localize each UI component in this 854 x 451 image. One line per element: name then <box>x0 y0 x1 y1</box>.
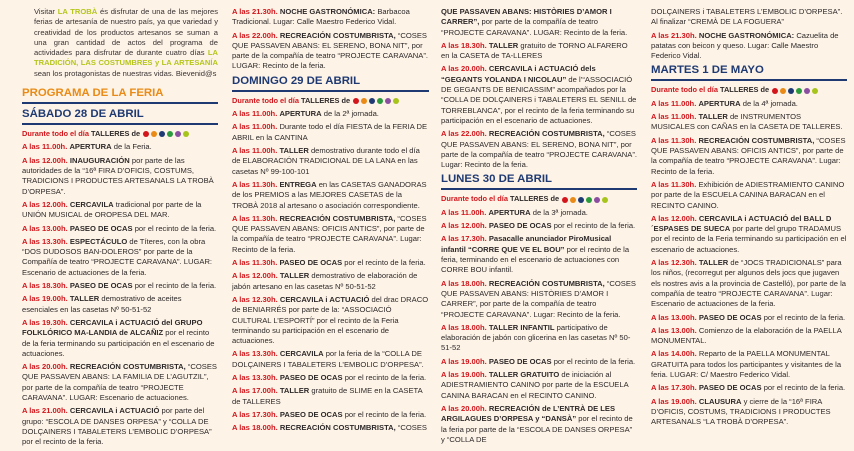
event-title: RECREACIÓN COSTUMBRISTA, <box>69 362 186 372</box>
event-title: TALLER <box>488 40 519 50</box>
event-time: A las 18.00h. <box>232 423 278 433</box>
event-time: A las 12.00h. <box>22 155 68 165</box>
column-body <box>651 7 847 428</box>
event-title: TALLER INFANTIL <box>488 322 555 332</box>
event-item <box>232 180 429 211</box>
event-time: A las 11.30h. <box>651 179 697 189</box>
event-time: A las 11.00h. <box>651 112 697 122</box>
event-title: APERTURA <box>488 207 531 217</box>
color-dot-icon <box>393 98 399 104</box>
color-dot-icon <box>361 98 367 104</box>
all-day-talleres: TALLERES de <box>510 194 560 204</box>
event-item <box>22 237 218 278</box>
event-time: A las 12.00h. <box>441 221 487 231</box>
color-dot-icon <box>594 197 600 203</box>
event-time: A las 18.30h. <box>441 40 487 50</box>
event-item <box>22 224 218 234</box>
event-title: Pasacalle anunciador PiroMusical infantil “CORRE QUE VE EL BOU” <box>441 234 612 254</box>
event-time: A las 17.30h. <box>441 234 487 244</box>
event-title: PASEO DE OCAS <box>279 409 343 419</box>
day-heading: LUNES 30 DE ABRIL <box>441 173 637 190</box>
event-time: A las 11.00h. <box>232 146 278 156</box>
event-item <box>232 423 429 433</box>
event-title: TALLER <box>279 146 309 156</box>
event-title: TALLER <box>279 271 310 281</box>
event-item <box>651 326 847 347</box>
event-text: de la 2ª jornada. <box>321 109 379 119</box>
event-title: PASEO DE OCAS <box>698 312 762 322</box>
event-text: “COSES QUE PASSAVEN ABANS: OFICIS ANTICS”, por parte de la compañía de teatro “PROJECTE CARAVANA”. Lugar: Recinto de la feria. <box>232 213 427 254</box>
intro-highlight: LA TRADICIÓN, LAS COSTUMBRES y LA ARTESANÍA <box>34 48 218 68</box>
event-item <box>22 156 218 197</box>
event-item <box>232 271 429 292</box>
event-title: RECREACIÓN COSTUMBRISTA, <box>488 129 605 139</box>
event-time: A las 20.00h. <box>22 362 68 372</box>
color-dot-icon <box>812 88 818 94</box>
event-time: A las 19.00h. <box>441 370 487 380</box>
event-item <box>22 318 218 359</box>
event-text: por la feria de la “COLLA DE DOLÇAINERS I TABALETERS L’EMBOLIC D’ORPESA”. <box>232 349 424 369</box>
event-title: TALLER <box>698 258 729 268</box>
color-dot-icon <box>353 98 359 104</box>
event-item <box>441 7 637 38</box>
event-item <box>232 7 429 28</box>
event-text: en las CASETAS GANADORAS de los PREMIOS a las MEJORES CASETAS de la TROBÀ 2018 al artesano o asociación correspondiente. <box>232 179 427 210</box>
event-title: CERCAVILA i ACTUACIÓ <box>279 294 370 304</box>
event-text: de la 3ª jornada. <box>530 207 588 217</box>
event-title: TALLER <box>279 386 310 396</box>
event-text: por el recinto de la feria. <box>342 373 427 383</box>
event-item <box>441 129 637 170</box>
event-title: PASEO DE OCAS <box>69 223 133 233</box>
event-text: demostrativo de elaboración de jabón artesano en las casetas Nº 50-51-52 <box>232 271 418 291</box>
day-heading: DOMINGO 29 DE ABRIL <box>232 75 429 92</box>
event-time: A las 21.30h. <box>232 7 278 16</box>
event-text: de Títeres, con la obra “DOS DUDOSOS BAN-DOLEROS” por parte de la Compañía de teatro “PROJECTE CARAVANA”. LUGAR: Escenario de actuaciones de la feria. <box>22 236 213 277</box>
event-title: PASEO DE OCAS <box>698 383 762 393</box>
event-title: CERCAVILA i ACTUACIÓ del BALL D´ESPASES DE SUECA <box>651 213 832 234</box>
event-item <box>22 294 218 315</box>
event-title: INAUGURACIÓN <box>69 155 130 165</box>
event-text: participativo de elaboración de jabón con glicerina en las casetas Nº 50-51-52 <box>441 322 631 353</box>
event-time: A las 13.30h. <box>232 373 278 383</box>
column-1 <box>22 7 218 451</box>
event-text: por parte del grupo TRADAMUS por el recinto de la Feria terminando su participación en el escenario de actuaciones. <box>651 224 847 254</box>
event-title: PASEO DE OCAS <box>69 281 133 291</box>
all-day-label: Durante todo el día <box>232 95 299 105</box>
color-dot-icon <box>143 131 149 137</box>
event-title: RECREACIÓN COSTUMBRISTA, <box>279 30 396 40</box>
event-text: “COSES QUE PASSAVEN ABANS: EL SERENO, BONA NIT”, por parte de la compañía de teatro “PROJECTE CARAVANA”. Lugar: Recinto de la feria. <box>441 129 637 170</box>
event-title: CERCAVILA i ACTUACIÓ dels “GEGANTS YOLANDA I NICOLAU” <box>441 64 596 84</box>
color-dots <box>772 85 820 95</box>
event-text: “COSES QUE PASSAVEN ABANS: HISTÒRIES D’AMOR I CARRER”, por parte de la compañía de teatro “PROJECTE CARAVANA”. Lugar: Recinto de la feria. <box>441 278 636 319</box>
color-dot-icon <box>570 197 576 203</box>
event-item <box>232 349 429 370</box>
event-title: NOCHE GASTRONÓMICA: <box>698 30 795 40</box>
color-dot-icon <box>796 88 802 94</box>
event-item <box>651 7 847 28</box>
event-time: A las 12.30h. <box>232 294 278 304</box>
event-time: A las 17.30h. <box>232 409 278 419</box>
intro-paragraph <box>22 7 218 79</box>
event-time: A las 19.00h. <box>651 396 697 406</box>
event-text: de la 4ª jornada. <box>740 98 798 108</box>
event-text: “COSES <box>395 423 427 433</box>
column-3 <box>441 7 637 448</box>
event-time: A las 22.00h. <box>441 129 487 139</box>
event-time: A las 12.00h. <box>22 199 68 209</box>
color-dot-icon <box>183 131 189 137</box>
event-text: por el recinto de la feria. <box>761 383 846 393</box>
event-text: por el recinto de la feria terminando su participación en el escenario de actuaciones. <box>22 328 215 358</box>
event-item <box>232 214 429 255</box>
event-text: por el recinto de la feria. <box>761 312 846 322</box>
event-item <box>232 31 429 72</box>
event-time: A las 11.00h. <box>651 98 697 108</box>
event-title: TALLER GRATUITO <box>488 370 560 380</box>
color-dot-icon <box>788 88 794 94</box>
event-item <box>22 200 218 221</box>
event-title: TALLER <box>698 112 728 122</box>
event-item <box>232 146 429 177</box>
event-time: A las 14.00h. <box>651 349 697 359</box>
event-time: A las 13.00h. <box>22 223 68 233</box>
event-text: por el recinto de la feria, terminando en el escenario de actuaciones con CORRE BOU infantil. <box>441 244 630 275</box>
event-time: A las 18.00h. <box>441 278 487 288</box>
program-title: PROGRAMA DE LA FERIA <box>22 87 218 104</box>
event-time: A las 11.00h. <box>22 142 68 152</box>
event-item <box>441 404 637 445</box>
event-text: por el recinto de la feria. <box>342 409 427 419</box>
color-dots <box>562 194 610 204</box>
event-item <box>441 64 637 126</box>
event-time: A las 11.00h. <box>232 109 278 119</box>
event-time: A las 17.00h. <box>232 386 278 396</box>
event-title: RECREACIÓN de L’ENTRÀ DE LES ARGILAGUES D’ORPESA y “DANSÀ” <box>441 403 616 424</box>
event-item <box>232 258 429 268</box>
event-time: A las 19.30h. <box>22 317 68 327</box>
event-text: por el recinto de la feria. <box>342 258 426 268</box>
event-title: RECREACIÓN COSTUMBRISTA, <box>488 278 605 288</box>
event-text: Barbacoa Tradicional. Lugar: Calle Maestro Federico Vidal. <box>232 7 410 27</box>
color-dot-icon <box>772 88 778 94</box>
event-item <box>651 258 847 309</box>
event-text: por el recinto de la feria. <box>132 223 217 233</box>
event-time: A las 17.30h. <box>651 383 697 393</box>
event-text: por el recinto de la feria por parte de la “ESCOLA DE DANSES ORPESA” y “COLLA DE <box>441 414 633 444</box>
event-time: A las 11.30h. <box>232 213 278 223</box>
event-text: por parte del grupo: “ESCOLA DE DANSES ORPESA” y “COLLA DE DOLÇAINERS I TABALETERS L’EMBOLIC D’ORPESA” por el recinto de la feria. <box>22 406 212 447</box>
event-text: por el recinto de la feria. <box>551 221 636 231</box>
event-text: Cazuelita de patatas con beicon y queso. Lugar: Calle Maestro Federico Vidal. <box>651 30 839 61</box>
event-text: DOLÇAINERS i TABALETERS L’EMBOLIC D’ORPESA”. Al finalizar “CREMÀ DE LA FOGUERA” <box>651 7 843 27</box>
event-time: A las 13.30h. <box>232 349 278 359</box>
event-title: CERCAVILA i ACTUACIÓ del GRUPO FOLKLÓRICO MA-LANDIA de ALCAÑIZ <box>22 317 203 338</box>
event-title: ESPECTÁCULO <box>69 236 128 246</box>
event-time: A las 12.00h. <box>651 213 697 223</box>
color-dot-icon <box>151 131 157 137</box>
event-time: A las 19.00h. <box>441 356 487 366</box>
event-text: de l’“ASSOCIACIÓ DE GEGANTS DE BENICASSIM” acompañados por la “COLLA DE DOLÇAINERS i TABALETERS EL SENILL de TORREBLANCA”, por el recinto de la feria terminando su participación en el escenario de actuaciones. <box>441 74 637 125</box>
event-item <box>232 122 429 143</box>
event-item <box>651 99 847 109</box>
event-item <box>232 410 429 420</box>
event-item <box>651 112 847 133</box>
event-time: A las 22.00h. <box>232 30 278 40</box>
event-item <box>441 323 637 354</box>
event-title: RECREACIÓN COSTUMBRISTA, <box>279 423 396 433</box>
all-day-workshops <box>651 85 847 95</box>
color-dot-icon <box>562 197 568 203</box>
event-item <box>441 208 637 218</box>
event-title: CERCAVILA i ACTUACIÓ <box>69 406 160 416</box>
event-item <box>22 281 218 291</box>
event-time: A las 11.30h. <box>232 258 278 268</box>
event-time: A las 13.00h. <box>651 312 697 322</box>
event-item <box>22 142 218 152</box>
all-day-label: Durante todo el día <box>651 85 718 95</box>
event-time: A las 20.00h. <box>441 64 487 74</box>
event-item <box>651 383 847 393</box>
event-item <box>651 397 847 428</box>
event-item <box>651 313 847 323</box>
color-dot-icon <box>167 131 173 137</box>
event-time: A las 13.00h. <box>651 325 697 335</box>
color-dot-icon <box>385 98 391 104</box>
event-item <box>651 349 847 380</box>
event-item <box>651 180 847 211</box>
event-time: A las 18.30h. <box>22 281 68 291</box>
event-text: Exhibición de ADIESTRAMIENTO CANINO por parte de la ESCUELA CANINA BARACAN en el RECINTO CANINO. <box>651 179 845 210</box>
column-body <box>441 7 637 445</box>
event-text: “COSES QUE PASSAVEN ABANS: LA FAMILIA DE L’AGUTZIL”, por parte de la compañía de teatro “PROJECTE CARAVANA”. LUGAR: Escenario de actuaciones. <box>22 362 217 403</box>
event-item <box>232 373 429 383</box>
event-item <box>441 370 637 401</box>
event-title: CERCAVILA <box>279 349 324 359</box>
event-time: A las 13.30h. <box>22 236 68 246</box>
color-dot-icon <box>804 88 810 94</box>
all-day-workshops <box>232 96 429 106</box>
event-title: APERTURA <box>69 142 112 152</box>
event-item <box>232 109 429 119</box>
event-item <box>22 406 218 447</box>
event-title: ENTREGA <box>279 179 317 189</box>
event-title: CLAUSURA <box>698 396 742 406</box>
event-text: por el recinto de la feria. <box>551 356 636 366</box>
event-title: QUE PASSAVEN ABANS: HISTÒRIES D’AMOR I CARRER”, <box>441 7 612 27</box>
event-item <box>22 362 218 403</box>
event-time: A las 19.00h. <box>22 294 68 304</box>
event-title: APERTURA <box>698 98 741 108</box>
event-title: APERTURA <box>279 109 322 119</box>
event-item <box>441 279 637 320</box>
event-text: del drac DRACO de BENIARRÉS por parte de la: “ASSOCIACIÓ CULTURAL L’ESPORTÍ” por el recinto de la Feria terminando su participación en el escenario de actuaciones. <box>232 294 429 346</box>
event-item <box>232 295 429 346</box>
color-dot-icon <box>602 197 608 203</box>
event-item <box>651 136 847 177</box>
event-text: demostrativo durante todo el día de ELABORACIÓN TRADICIONAL DE LA LANA en las casetas Nº 99-100-101 <box>232 146 420 176</box>
event-time: A las 11.30h. <box>651 135 697 145</box>
event-time: A las 11.00h. <box>232 122 278 132</box>
event-text: por parte de la compañía de teatro “PROJECTE CARAVANA”. LUGAR: Recinto de la feria. <box>441 17 628 37</box>
color-dot-icon <box>377 98 383 104</box>
color-dot-icon <box>369 98 375 104</box>
all-day-talleres: TALLERES de <box>720 85 770 95</box>
event-title: NOCHE GASTRONÓMICA: <box>279 7 376 16</box>
all-day-workshops <box>22 129 218 139</box>
event-text: “COSES QUE PASSAVEN ABANS: EL SERENO, BONA NIT”, por parte de la compañía de teatro “PROJECTE CARAVANA”. LUGAR: Recinto de la feria. <box>232 30 428 71</box>
column-body <box>232 7 429 434</box>
column-2 <box>232 7 429 437</box>
all-day-label: Durante todo el día <box>22 129 89 139</box>
column-body <box>22 108 218 447</box>
event-text: tradicional por parte de la UNIÓN MUSICAL de OROPESA DEL MAR. <box>22 199 202 220</box>
event-text: Comienzo de la elaboración de la PAELLA MONUMENTAL. <box>651 325 842 346</box>
day-heading: MARTES 1 DE MAYO <box>651 64 847 81</box>
event-time: A las 11.30h. <box>232 179 278 189</box>
event-item <box>441 221 637 231</box>
intro-text: Visitar <box>34 7 58 16</box>
event-item <box>232 386 429 407</box>
event-text: Durante todo el día FIESTA de la FERIA DE ABRIL en la CANTINA <box>232 122 428 142</box>
all-day-label: Durante todo el día <box>441 194 508 204</box>
color-dots <box>353 96 401 106</box>
intro-text: és disfrutar de una de las mejores ferias de artesanía de nuestro país, ya que variedad y creatividad de los productos artesanos se suman a una gran cantidad de actos del programa de actividades para disfrutar de durante cuatro días <box>34 7 219 58</box>
event-time: A las 18.00h. <box>441 322 487 332</box>
color-dot-icon <box>780 88 786 94</box>
all-day-talleres: TALLERES de <box>301 95 351 105</box>
day-heading: SÁBADO 28 DE ABRIL <box>22 108 218 125</box>
event-title: CERCAVILA <box>69 199 114 209</box>
color-dot-icon <box>586 197 592 203</box>
intro-text: sean los protagonistas de nuestras vidas. Bievenid@s <box>34 68 217 78</box>
event-text: de iniciación al ADIESTRAMIENTO CANINO por parte de la ESCUELA CANINA BARACAN en el RECINTO CANINO. <box>441 370 629 400</box>
event-text: Reparto de la PAELLA MONUMENTAL GRATUITA para todos los participantes y visitantes de la feria. LUGAR: C/ Maestro Federico Vidal. <box>651 349 842 380</box>
event-item <box>651 214 847 255</box>
color-dot-icon <box>578 197 584 203</box>
event-item <box>441 357 637 367</box>
color-dot-icon <box>159 131 165 137</box>
event-item <box>441 234 637 275</box>
event-title: TALLER <box>69 294 100 304</box>
color-dots <box>143 129 191 139</box>
event-text: y cierre de la “16ª FIRA D’OFICIS, COSTUMS, TRADICIONS I PRODUCTES ARTESANALS “LA TROBÀ D’ORPESA”. <box>651 396 831 427</box>
event-item <box>441 41 637 62</box>
event-time: A las 20.00h. <box>441 403 487 413</box>
color-dot-icon <box>175 131 181 137</box>
event-text: por el recinto de la feria. <box>132 281 217 291</box>
event-title: RECREACIÓN COSTUMBRISTA, <box>279 213 396 223</box>
event-text: gratuito de SLIME en la CASETA de TALLERES <box>232 386 423 406</box>
event-text: “COSES QUE PASSAVEN ABANS: OFICIS ANTICS”, por parte de la compañía de teatro “PROJECTE CARAVANA”. Lugar: Recinto de la feria. <box>651 135 846 176</box>
intro-highlight: LA TROBÀ <box>57 7 98 16</box>
event-time: A las 21.30h. <box>651 30 697 40</box>
event-title: PASEO DE OCAS <box>488 221 552 231</box>
event-time: A las 12.30h. <box>651 258 697 268</box>
event-title: PASEO DE OCAS <box>279 373 343 383</box>
event-title: RECREACIÓN COSTUMBRISTA, <box>698 135 815 145</box>
event-text: demostrativo de aceites esenciales en las casetas Nº 50-51-52 <box>22 294 182 314</box>
all-day-workshops <box>441 194 637 204</box>
column-4 <box>651 7 847 431</box>
event-title: PASEO DE OCAS <box>279 258 343 268</box>
event-time: A las 11.00h. <box>441 207 487 217</box>
event-text: de la Feria. <box>111 142 152 152</box>
event-text: por parte de las autoridades de la “16ª FIRA D’OFICIS, COSTUMS, TRADICIONS I PRODUCTES ARTESANALS LA TROBÀ D’ORPESA”. <box>22 155 214 196</box>
event-text: gratuito de TORNO ALFARERO en la CASETA de TA-LLERES <box>441 40 628 61</box>
all-day-talleres: TALLERES de <box>91 129 141 139</box>
event-item <box>651 31 847 62</box>
event-time: A las 12.00h. <box>232 271 278 281</box>
event-time: A las 21.00h. <box>22 406 68 416</box>
event-title: PASEO DE OCAS <box>488 356 552 366</box>
event-text: de INSTRUMENTOS MUSICALES con CAÑAS en la CASETA DE TALLERES. <box>651 112 843 132</box>
event-text: de “JOCS TRADICIONALS” para los niños, (recorregut per algunos dels jocs que jugaven els nostres avis a la provincia de Castelló), por parte de la compañía de teatro “PROJECTE CARAVANA”. Lugar: Escenario de actuaciones de la feria. <box>651 258 847 309</box>
